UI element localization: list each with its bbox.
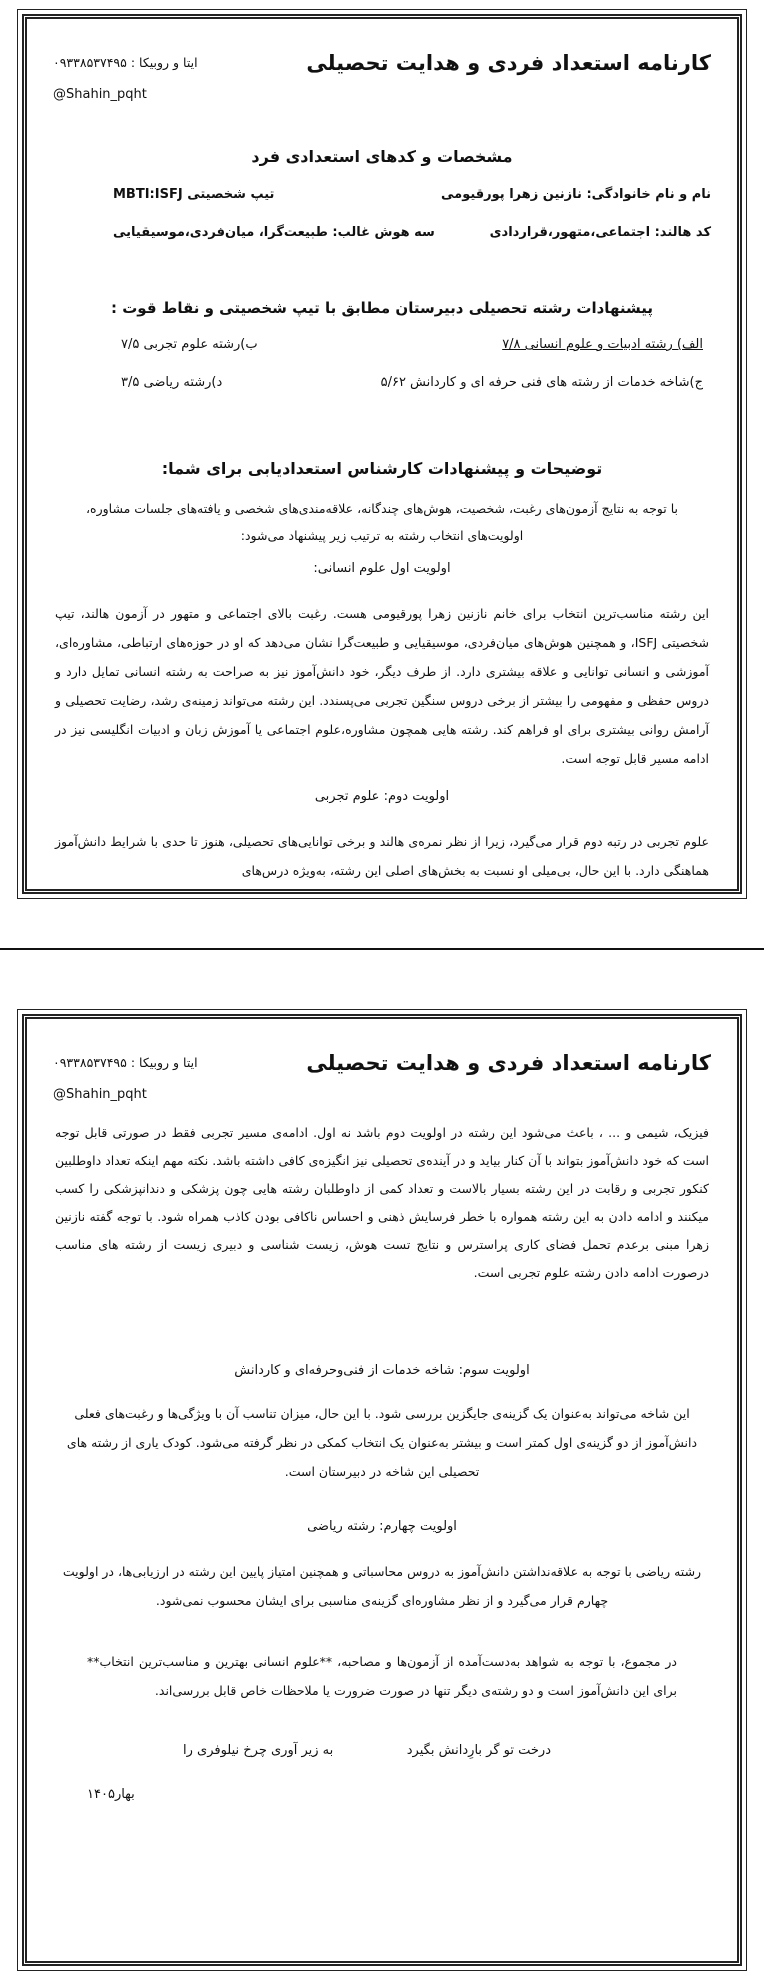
poem-line-1: درخت تو گر بارِدانش بگیرد xyxy=(406,1743,551,1758)
report-title: کارنامه استعداد فردی و هدایت تحصیلی xyxy=(306,51,711,75)
recommendation-d: د)رشته ریاضی ۳/۵ xyxy=(121,375,223,390)
recommendation-c: ج)شاخه خدمات از رشته های فنی حرفه ای و کاردانش ۵/۶۲ xyxy=(380,375,703,390)
expert-intro: با توجه به نتایج آزمون‌های رغبت، شخصیت، هوش‌های چندگانه، علاقه‌مندی‌های شخصی و یافته‌های جلسات مشاوره، اولویت‌های انتخاب رشته به ترتیب زیر پیشنهاد می‌شود: xyxy=(86,501,678,543)
contact-info: ایتا و روبیکا : ۰۹۳۳۸۵۳۷۴۹۵ xyxy=(53,55,198,70)
report-page-1 xyxy=(22,14,742,894)
priority2-title: اولویت دوم: علوم تجربی xyxy=(314,789,450,804)
recommendation-b: ب)رشته علوم تجربی ۷/۵ xyxy=(121,337,258,352)
priority1-text: این رشته مناسب‌ترین انتخاب برای خانم نازنین زهرا پورقیومی هست. رغبت بالای اجتماعی و متهور در آزمون هالند، تیپ شخصیتی ISFJ، و همچنین هوش‌های میان‌فردی، موسیقیایی و طبیعت‌گرا نشان می‌دهد که او در حوزه‌های ارتباطی، مشاوره‌ای، آموزشی و انسانی توانایی و علاقه بیشتری دارد. از طرف دیگر، خود دانش‌آموز نیز به صراحت به رشته انسانی تمایل دارد و دروس حفظی و مفهومی را بیشتر از برخی دروس سنگین تجربی می‌پسندد. این رشته می‌تواند زمینه‌ی رشد، رضایت تحصیلی و آرامش روانی بیشتری برای او فراهم کند. رشته هایی همچون مشاوره،علوم اجتماعی یا آموزش زبان و ادبیات انگلیسی نیز در ادامه مسیر قابل توجه است. xyxy=(55,606,709,766)
recommendation-a: الف) رشته ادبیات و علوم انسانی ۷/۸ xyxy=(502,337,703,352)
priority1-title: اولویت اول علوم انسانی: xyxy=(313,561,451,576)
page-separator xyxy=(0,948,764,950)
student-name: نام و نام خانوادگی: نازنین زهرا پورقیومی xyxy=(441,187,711,202)
expert-title: توضیحات و پیشنهادات کارشناس استعدادیابی برای شما: xyxy=(161,459,603,478)
recommendations-title: پیشنهادات رشته تحصیلی دبیرستان مطابق با تیپ شخصیتی و نقاط قوت : xyxy=(111,299,653,317)
priority2-text: علوم تجربی در رتبه دوم قرار می‌گیرد، زیرا از نظر نمره‌ی هالند و برخی توانایی‌های تحصیلی، هنوز تا حدی با شرایط دانش‌آموز هماهنگی دارد. با این حال، بی‌میلی او نسبت به بخش‌های اصلی این رشته، به‌ویژه درس‌های xyxy=(55,834,709,878)
conclusion-text: در مجموع، با توجه به شواهد به‌دست‌آمده از آزمون‌ها و مصاحبه، **علوم انسانی بهترین و مناسب‌ترین انتخاب** برای این دانش‌آموز است و دو رشته‌ی دیگر تنها در صورت ضرورت یا ملاحظات خاص قابل بررسی‌اند. xyxy=(87,1654,677,1698)
social-handle: @Shahin_pqht xyxy=(53,87,147,102)
priority4-text: رشته ریاضی با توجه به علاقه‌نداشتن دانش‌آموز به دروس محاسباتی و همچنین امتیاز پایین این رشته در ارزیابی‌ها، در اولویت چهارم قرار می‌گیرد و از نظر مشاوره‌ای گزینه‌ی مناسبی برای ایشان محسوب نمی‌شود. xyxy=(62,1564,702,1608)
report-page-2 xyxy=(22,1014,742,1966)
profile-section-title: مشخصات و کدهای استعدادی فرد xyxy=(251,147,513,166)
report-title: کارنامه استعداد فردی و هدایت تحصیلی xyxy=(306,1051,711,1075)
poem-line-2: به زیر آوری چرخ نیلوفری را xyxy=(183,1743,334,1758)
report-date: بهار۱۴۰۵ xyxy=(87,1787,135,1802)
priority3-title: اولویت سوم: شاخه خدمات از فنی‌وحرفه‌ای و کاردانش xyxy=(234,1363,530,1378)
priority4-title: اولویت چهارم: رشته ریاضی xyxy=(307,1519,457,1534)
priority2-continued-text: فیزیک، شیمی و ... ، باعث می‌شود این رشته در اولویت دوم باشد نه اول. ادامه‌ی مسیر تجربی فقط در صورتی قابل توجه است که خود دانش‌آموز بتواند با آن کنار بیاید و در آینده‌ی تحصیلی نیز انگیزه‌ی کافی داشته باشد. نکته مهم اینکه تعداد داوطلبین کنکور تجربی و رقابت در این رشته بسیار بالاست و تعداد کمی از داوطلبان رشته هایی چون پزشکی و دندانپزشکی را کسب میکنند و ادامه دادن به این رشته همواره با خطر فرسایش ذهنی و احساس ناکافی بودن کاذب همراه شود. با توجه گفته نازنین زهرا مبنی برعدم تحمل فضای کاری پراسترس و نتایج تست هوش، زیست شناسی و دبیری زیست از رشته های مناسب درصورت ادامه دادن رشته علوم تجربی است. xyxy=(55,1125,709,1280)
contact-info: ایتا و روبیکا : ۰۹۳۳۸۵۳۷۴۹۵ xyxy=(53,1055,198,1070)
page-header xyxy=(53,1045,711,1115)
holland-codes: کد هالند: اجتماعی،متهور،قراردادی xyxy=(489,225,711,240)
personality-type: تیپ شخصیتی MBTI:ISFJ xyxy=(113,187,275,202)
dominant-intelligences: سه هوش غالب: طبیعت‌گرا، میان‌فردی،موسیقیایی xyxy=(113,225,435,240)
social-handle: @Shahin_pqht xyxy=(53,1087,147,1102)
priority3-text: این شاخه می‌تواند به‌عنوان یک گزینه‌ی جایگزین بررسی شود. با این حال، میزان تناسب آن با ویژگی‌ها و رغبت‌های فعلی دانش‌آموز از دو گزینه‌ی اول کمتر است و بیشتر به‌عنوان یک انتخاب کمکی در نظر گرفته می‌شود. کودک یاری از رشته های تحصیلی این شاخه در دبیرستان است. xyxy=(66,1406,698,1479)
page-header xyxy=(53,45,711,115)
